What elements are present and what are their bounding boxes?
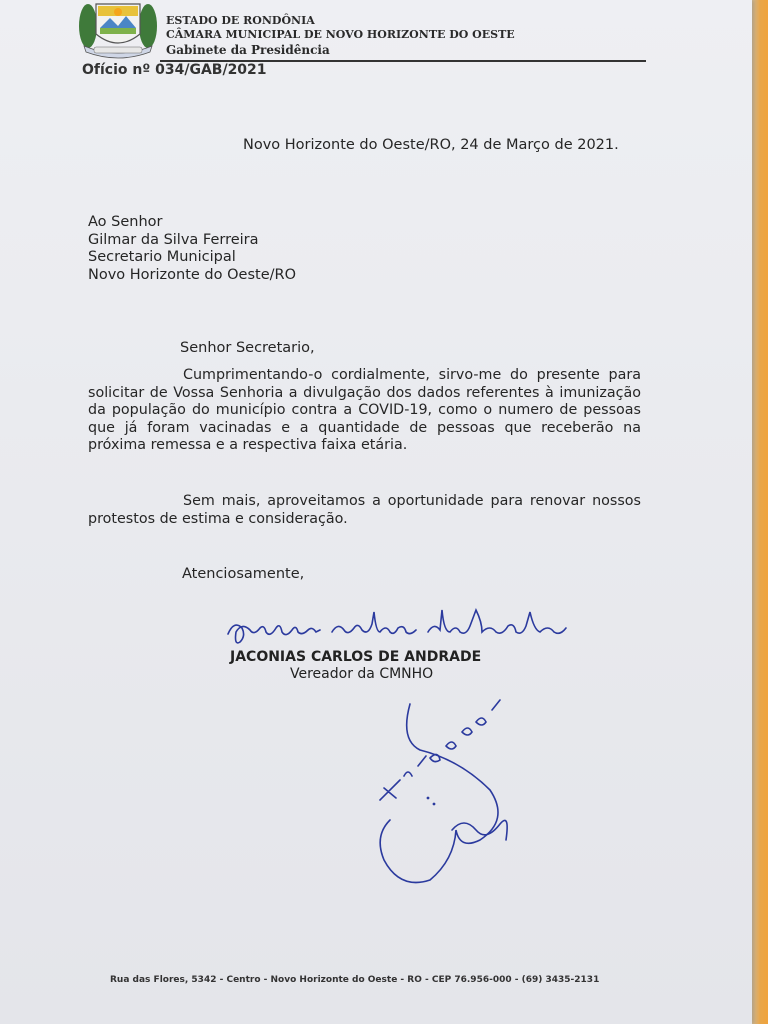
letterhead-state: ESTADO DE RONDÔNIA [166, 14, 315, 27]
recipient-line: Ao Senhor [88, 214, 163, 230]
recipient-line: Secretario Municipal [88, 249, 236, 265]
letterhead-chamber: CÂMARA MUNICIPAL DE NOVO HORIZONTE DO OESTE [166, 28, 515, 41]
salutation: Senhor Secretario, [180, 340, 315, 356]
body-paragraph-2: Sem mais, aproveitamos a oportunidade para renovar nossos protestos de estima e consideração. [88, 493, 641, 527]
recipient-line: Novo Horizonte do Oeste/RO [88, 266, 296, 283]
signer-role: Vereador da CMNHO [290, 666, 434, 682]
document-reference: Ofício nº 034/GAB/2021 [82, 62, 267, 78]
handwritten-signature [220, 602, 590, 652]
municipal-crest-icon [76, 0, 160, 60]
closing: Atenciosamente, [182, 566, 305, 582]
footer-address: Rua das Flores, 5342 - Centro - Novo Horizonte do Oeste - RO - CEP 76.956-000 - (69) 3435-2131 [110, 975, 600, 985]
body-paragraph-1: Cumprimentando-o cordialmente, sirvo-me do presente para solicitar de Vossa Senhoria a divulgação dos dados referentes à imunização da população do município contra a COVID-19, como o numero de pessoas que já foram vacinadas e a quantidade de pessoas que receberão na próxima remessa e a respectiva faixa etária. [88, 367, 641, 454]
place-and-date: Novo Horizonte do Oeste/RO, 24 de Março de 2021. [243, 137, 619, 153]
letterhead [166, 14, 515, 57]
letterhead-office: Gabinete da Presidência [166, 43, 330, 57]
background-edge [750, 0, 768, 1024]
recipient-block [88, 214, 296, 284]
receipt-date-scribble [360, 680, 540, 890]
signer-name: JACONIAS CARLOS DE ANDRADE [230, 649, 482, 665]
recipient-line: Gilmar da Silva Ferreira [88, 231, 259, 248]
